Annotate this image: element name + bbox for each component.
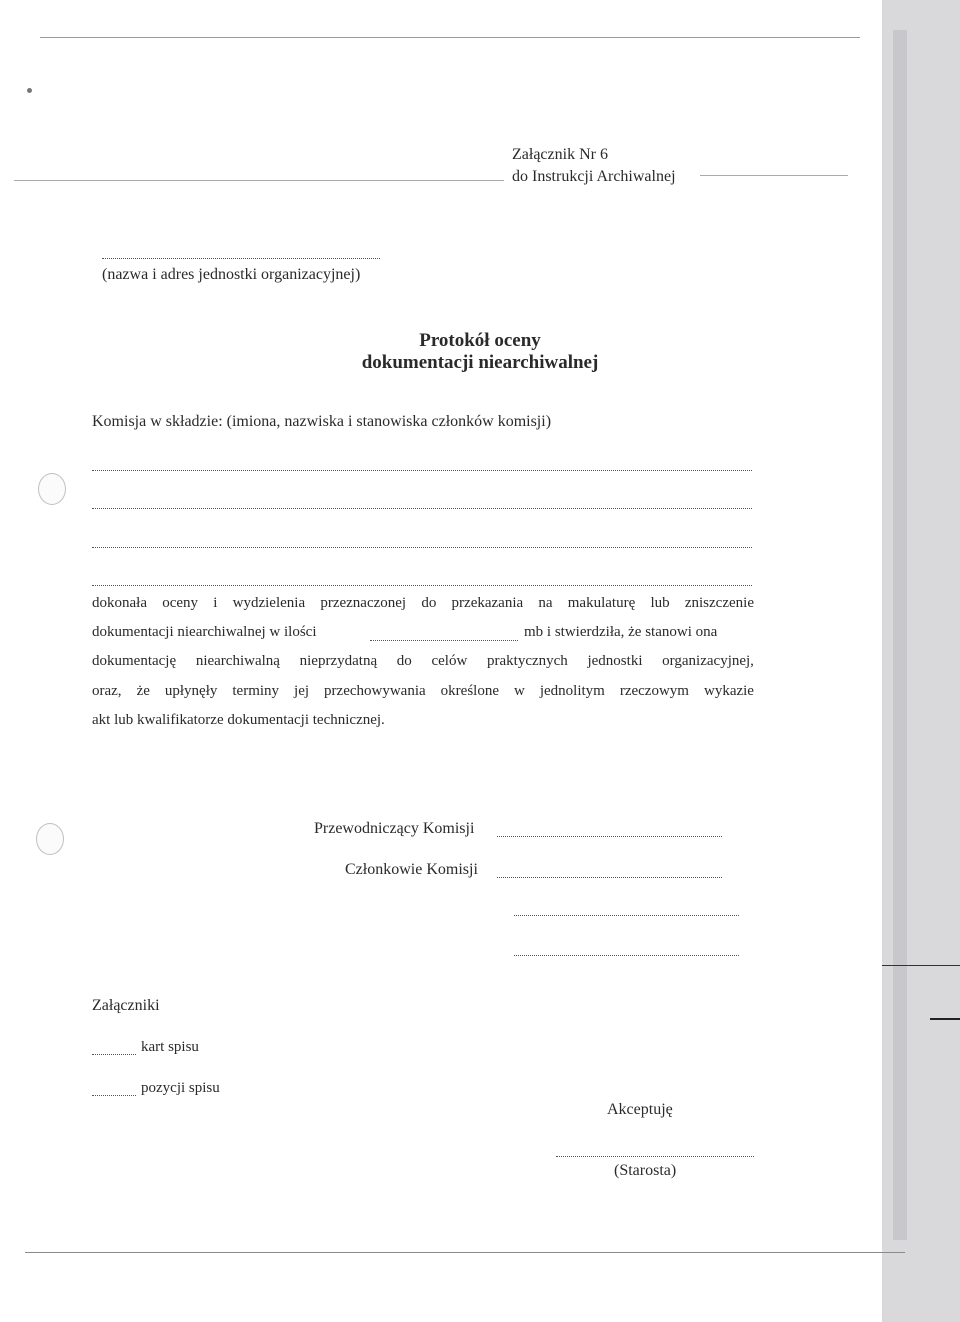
unit-name-field[interactable] (102, 258, 380, 259)
scan-dot-mark (27, 88, 32, 93)
approval-signature-field[interactable] (556, 1156, 754, 1157)
body-word: że (136, 683, 150, 699)
body-word: dokonała (92, 595, 147, 611)
body-word: lub (650, 595, 670, 611)
body-word: określone (440, 683, 499, 699)
body-word: oceny (162, 595, 199, 611)
punch-hole-bottom (36, 823, 64, 855)
attachments-label: Załączniki (92, 997, 160, 1014)
body-word: upłynęły (164, 683, 218, 699)
body-word: jej (294, 683, 310, 699)
committee-member-field-1[interactable] (92, 470, 752, 471)
body-word: przekazania (451, 595, 524, 611)
body-word: w (514, 683, 525, 699)
scan-bottom-line (25, 1252, 905, 1253)
instruction-reference: do Instrukcji Archiwalnej (512, 168, 676, 185)
body-word: przeznaczonej (320, 595, 407, 611)
body-line-3 (92, 653, 754, 670)
committee-label: Komisja w składzie: (imiona, nazwiska i stanowiska członków komisji) (92, 413, 552, 430)
scan-corner-line (882, 965, 960, 966)
header-rule (14, 180, 504, 181)
unit-name-caption: (nazwa i adres jednostki organizacyjnej) (102, 266, 361, 283)
body-word: do (396, 653, 412, 669)
body-word: nieprzydatną (299, 653, 378, 669)
body-word: do (421, 595, 437, 611)
members-label: Członkowie Komisji (345, 861, 478, 878)
committee-member-field-2[interactable] (92, 508, 752, 509)
body-word: organizacyjnej, (662, 653, 754, 669)
committee-member-field-3[interactable] (92, 547, 752, 548)
body-word: terminy (232, 683, 280, 699)
chairman-signature-field[interactable] (497, 836, 722, 837)
position-count-label: pozycji spisu (141, 1080, 220, 1096)
body-word: makulaturę (567, 595, 636, 611)
card-count-label: kart spisu (141, 1039, 199, 1055)
body-word: niearchiwalną (195, 653, 280, 669)
body-word: jednolitym (539, 683, 605, 699)
body-line-4 (92, 683, 754, 700)
body-word: rzeczowym (619, 683, 689, 699)
punch-hole-top (38, 473, 66, 505)
body-line-1 (92, 595, 754, 612)
member-signature-field-1[interactable] (497, 877, 722, 878)
body-word: i (213, 595, 218, 611)
body-word: celów (431, 653, 468, 669)
body-word: praktycznych (487, 653, 568, 669)
body-line-2-end: mb i stwierdziła, że stanowi ona (524, 624, 718, 640)
chairman-label: Przewodniczący Komisji (314, 820, 475, 837)
approval-role: (Starosta) (614, 1162, 677, 1179)
body-word: jednostki (587, 653, 643, 669)
scan-corner-line-2 (930, 1018, 960, 1020)
scan-edge-shadow-inner (893, 30, 907, 1240)
body-word: oraz, (92, 683, 122, 699)
document-subtitle: dokumentacji niearchiwalnej (361, 352, 599, 373)
body-line-5: akt lub kwalifikatorze dokumentacji technicznej. (92, 712, 385, 728)
approval-label: Akceptuję (607, 1101, 673, 1118)
document-title: Protokół oceny (419, 330, 541, 351)
body-word: wykazie (703, 683, 754, 699)
attachment-number: Załącznik Nr 6 (512, 146, 608, 163)
position-count-field[interactable] (92, 1095, 136, 1096)
scan-top-line (40, 37, 860, 38)
committee-member-field-4[interactable] (92, 585, 752, 586)
body-line-2-start: dokumentacji niearchiwalnej w ilości (92, 624, 317, 640)
body-word: przechowywania (324, 683, 426, 699)
header-rule-right (700, 175, 848, 176)
body-word: wydzielenia (232, 595, 306, 611)
body-word: na (538, 595, 553, 611)
body-word: zniszczenie (684, 595, 754, 611)
card-count-field[interactable] (92, 1054, 136, 1055)
member-signature-field-2[interactable] (514, 915, 739, 916)
body-word: dokumentację (92, 653, 177, 669)
member-signature-field-3[interactable] (514, 955, 739, 956)
quantity-field[interactable] (370, 640, 518, 641)
